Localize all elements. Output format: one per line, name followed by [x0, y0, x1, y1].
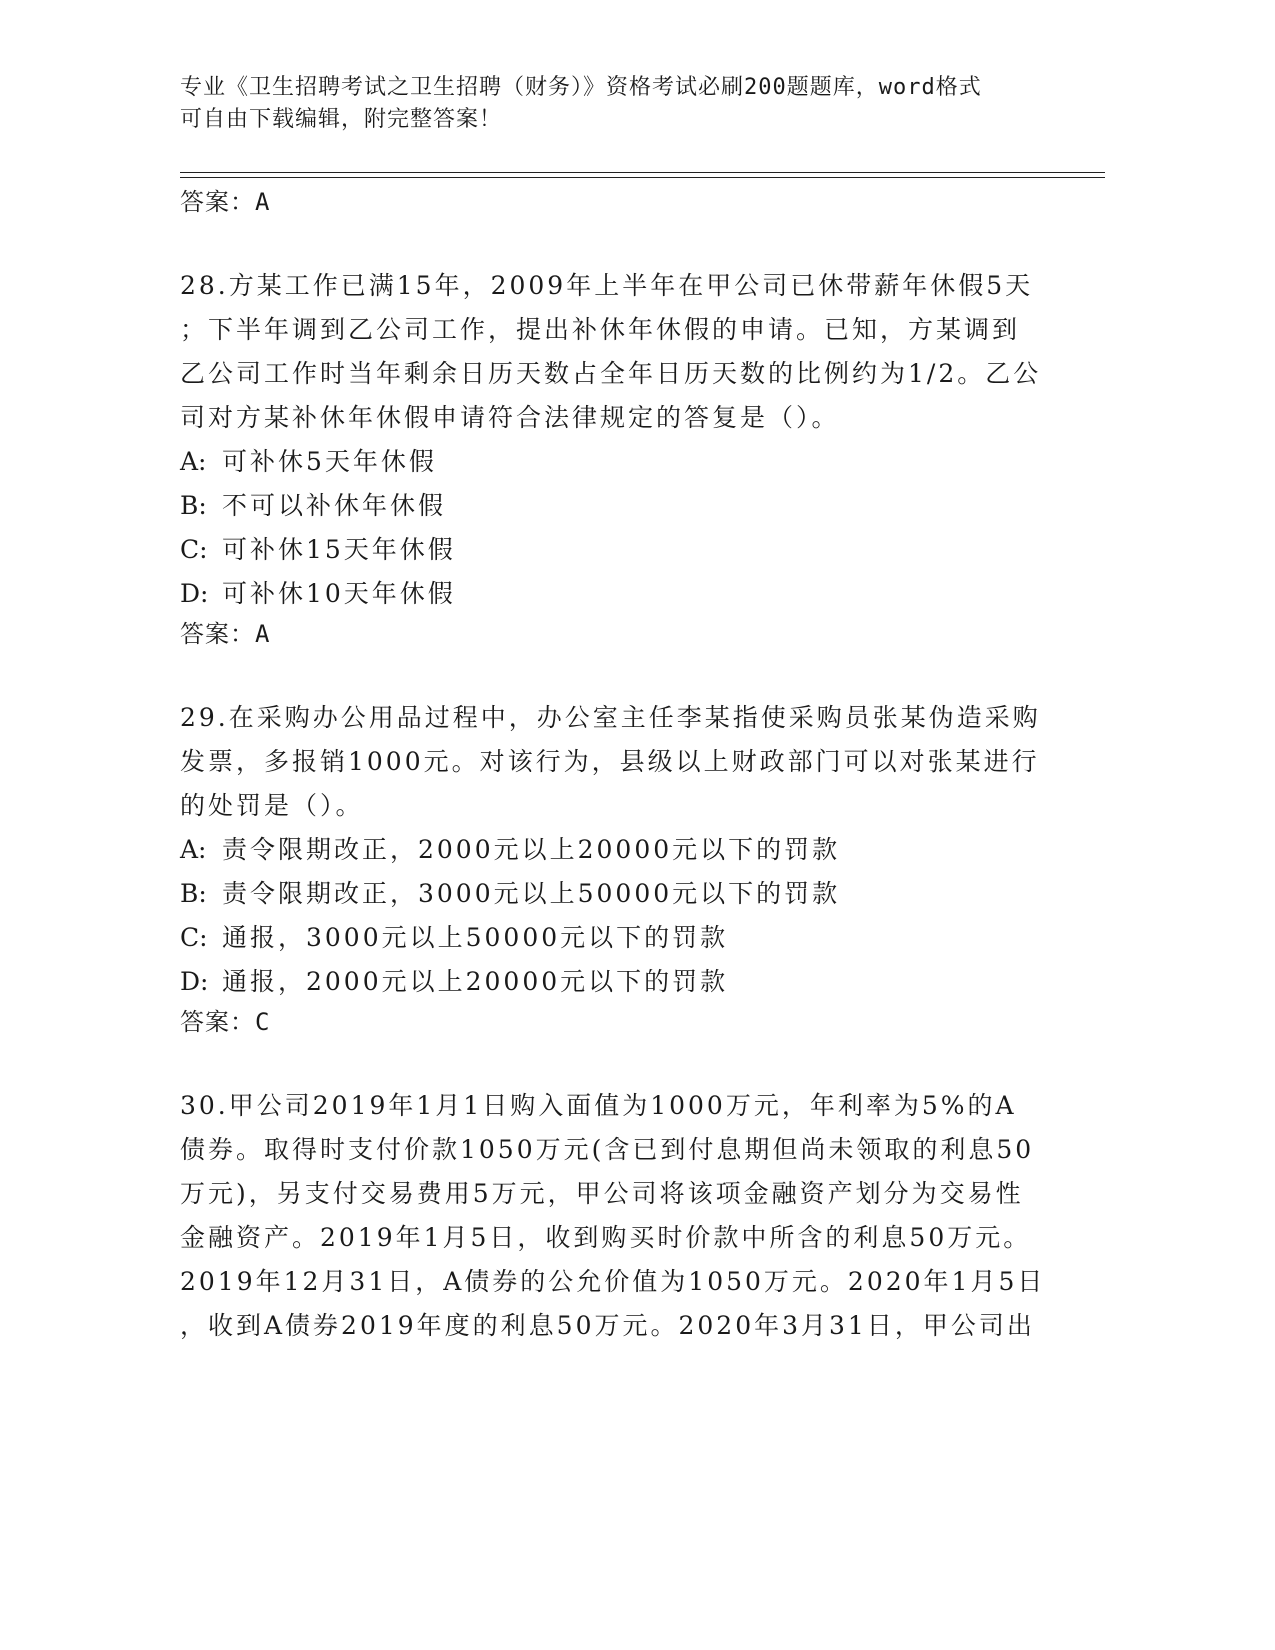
question-text-line: 乙公司工作时当年剩余日历天数占全年日历天数的比例约为1/2。乙公	[180, 359, 1042, 388]
option-letter: B:	[180, 879, 207, 908]
option-text: 通报，3000元以上50000元以下的罚款	[222, 923, 729, 952]
question-text-line: 30.甲公司2019年1月1日购入面值为1000万元，年利率为5%的A	[180, 1091, 1017, 1120]
spacer	[180, 220, 1080, 264]
option-c	[180, 916, 1080, 960]
option-b	[180, 872, 1080, 916]
question-text-line: 金融资产。2019年1月5日，收到购买时价款中所含的利息50万元。	[180, 1223, 1032, 1252]
option-letter: D:	[180, 579, 209, 608]
question-text-line: 的处罚是（）。	[180, 791, 364, 820]
question-text-line: 2019年12月31日，A债券的公允价值为1050万元。2020年1月5日	[180, 1267, 1046, 1296]
option-letter: A:	[180, 447, 207, 476]
option-d	[180, 572, 1080, 616]
question-30	[180, 1084, 1080, 1348]
option-d	[180, 960, 1080, 1004]
header-line-2: 可自由下载编辑，附完整答案！	[180, 107, 503, 132]
answer-label: 答案：A	[180, 188, 271, 216]
option-text: 通报，2000元以上20000元以下的罚款	[222, 967, 729, 996]
question-28	[180, 264, 1080, 652]
option-letter: B:	[180, 491, 207, 520]
question-text-line: 债券。取得时支付价款1050万元(含已到付息期但尚未领取的利息50	[180, 1135, 1035, 1164]
option-text: 责令限期改正，2000元以上20000元以下的罚款	[222, 835, 841, 864]
answer-label: 答案：C	[180, 1008, 271, 1036]
answer-label: 答案：A	[180, 620, 271, 648]
option-letter: A:	[180, 835, 207, 864]
option-text: 可补休5天年休假	[222, 447, 437, 476]
option-a	[180, 828, 1080, 872]
document-header	[180, 72, 1080, 136]
spacer	[180, 652, 1080, 696]
option-text: 可补休15天年休假	[222, 535, 456, 564]
option-a	[180, 440, 1080, 484]
spacer	[180, 1040, 1080, 1084]
option-text: 责令限期改正，3000元以上50000元以下的罚款	[222, 879, 841, 908]
question-text-line: 28.方某工作已满15年，2009年上半年在甲公司已休带薪年休假5天	[180, 271, 1034, 300]
option-letter: C:	[180, 923, 208, 952]
option-text: 不可以补休年休假	[222, 491, 447, 520]
option-b	[180, 484, 1080, 528]
document-body	[180, 184, 1080, 1348]
question-text-line: 司对方某补休年休假申请符合法律规定的答复是（）。	[180, 403, 840, 432]
question-text-line: ；下半年调到乙公司工作，提出补休年休假的申请。已知，方某调到	[180, 315, 1021, 344]
question-text-line: 发票，多报销1000元。对该行为，县级以上财政部门可以对张某进行	[180, 747, 1040, 776]
question-text-line: ，收到A债券2019年度的利息50万元。2020年3月31日，甲公司出	[180, 1311, 1035, 1340]
option-letter: C:	[180, 535, 208, 564]
option-c	[180, 528, 1080, 572]
question-text-line: 29.在采购办公用品过程中，办公室主任李某指使采购员张某伪造采购	[180, 703, 1041, 732]
question-text-line: 万元)，另支付交易费用5万元，甲公司将该项金融资产划分为交易性	[180, 1179, 1024, 1208]
option-letter: D:	[180, 967, 209, 996]
question-29	[180, 696, 1080, 1040]
option-text: 可补休10天年休假	[222, 579, 456, 608]
header-line-1: 专业《卫生招聘考试之卫生招聘（财务）》资格考试必刷200题题库，word格式	[180, 75, 982, 100]
header-divider	[180, 172, 1105, 178]
